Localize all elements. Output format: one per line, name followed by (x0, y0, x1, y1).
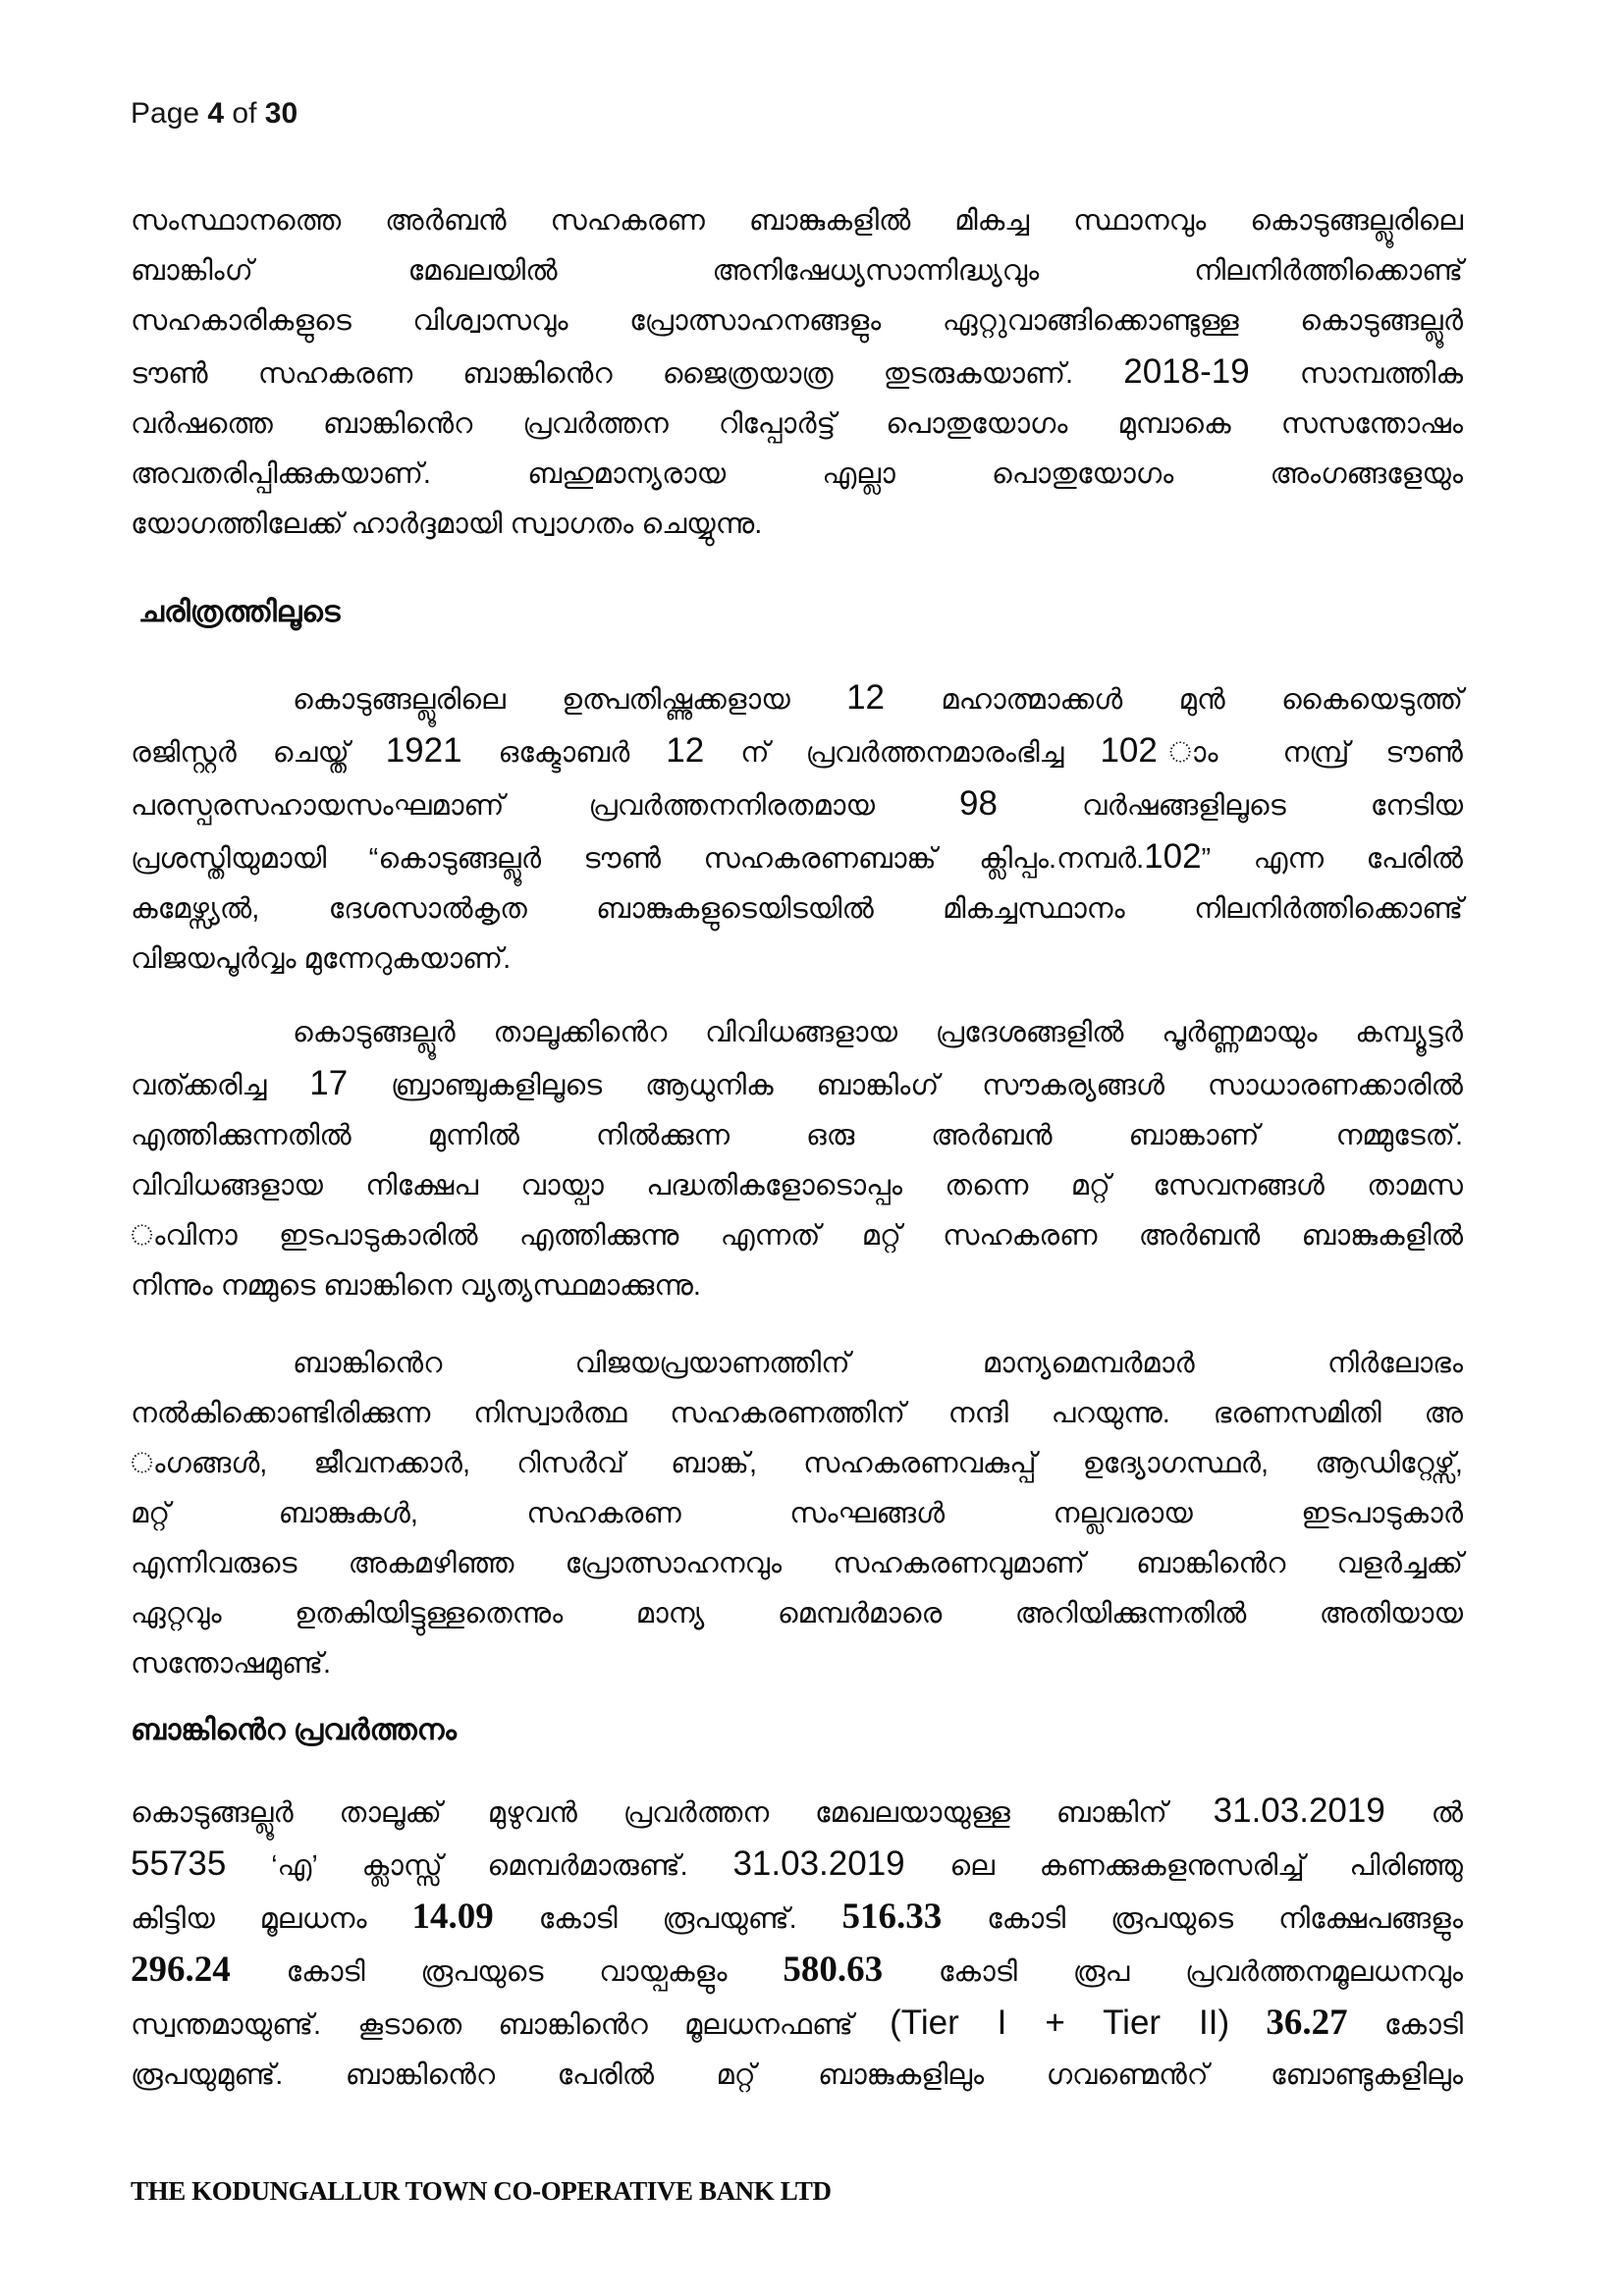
malayalam-text: ടൗൺ സഹകരണ ബാങ്കിൻെറ ജൈത്രയാത്ര തുടരുകയാണ്. (131, 358, 1124, 390)
text-line (131, 246, 1463, 296)
malayalam-text: ാം നമ്പ്ര് ടൗൺ (1157, 737, 1463, 769)
malayalam-text: കൊടുങ്ങല്ലൂരിലെ ഉത്പതിഷ്ണുക്കളായ (293, 684, 847, 716)
text-line (131, 1639, 1463, 1689)
text-line (131, 778, 1463, 831)
malayalam-text: യോഗത്തിലേക്ക് ഹാർദ്ദമായി സ്വാഗതം ചെയ്യുന്നു. (131, 508, 763, 540)
bold-figure: 36.27 (1266, 2002, 1348, 2043)
text-line (131, 831, 1463, 884)
malayalam-text: കമേഴ്സ്യൽ, ദേശസാൽകൃത ബാങ്കുകളുടെയിടയിൽ മികച്ചസ്ഥാനം നിലനിർത്തിക്കൊണ്ട് (131, 893, 1463, 925)
malayalam-text: ” എന്ന പേരിൽ (1201, 843, 1463, 875)
malayalam-text: മറ്റ് ബാങ്കുകൾ, സഹകരണ സംഘങ്ങൾ നല്ലവരായ ഇടപാടുകാർ (131, 1498, 1463, 1529)
text-line (131, 196, 1463, 246)
text-line (131, 1892, 1463, 1945)
malayalam-text: എത്തിക്കുന്നതിൽ മുന്നിൽ നിൽക്കുന്ന ഒരു അർബൻ ബാങ്കാണ് നമ്മുടേത്. (131, 1120, 1463, 1151)
latin-number-text: 102 (1100, 731, 1158, 770)
latin-number-text: 2018-19 (1123, 352, 1250, 391)
malayalam-text: കൊടുങ്ങല്ലൂർ താലൂക്ക് മുഴുവൻ പ്രവർത്തന മേഖലയായുള്ള ബാങ്കിന് (131, 1797, 1214, 1829)
section-heading-history: ചരിത്രത്തിലൂടെ (138, 596, 341, 628)
malayalam-text: കോടി (1347, 2009, 1463, 2041)
malayalam-text (1229, 2009, 1266, 2041)
bold-figure: 296.24 (131, 1949, 231, 1990)
text-line (131, 1261, 1463, 1311)
section-heading-operations: ബാങ്കിൻെറ പ്രവർത്തനം (131, 1714, 458, 1746)
document-footer: THE KODUNGALLUR TOWN CO-OPERATIVE BANK LTD (131, 2176, 832, 2206)
malayalam-text: ൽ (1384, 1797, 1463, 1829)
text-line (131, 347, 1463, 400)
malayalam-text: വർഷങ്ങളിലൂടെ നേടിയ (997, 790, 1463, 822)
latin-number-text: 12 (666, 731, 705, 770)
malayalam-text: പ്രശസ്തിയുമായി “കൊടുങ്ങല്ലൂർ ടൗൺ സഹകരണബാങ്ക് ക്ലിപ്പം.നമ്പർ. (131, 843, 1145, 875)
malayalam-text: രൂപയുമുണ്ട്. ബാങ്കിൻെറ പേരിൽ മറ്റ് ബാങ്കുകളിലും ഗവണ്മെൻറ് ബോണ്ടുകളിലും (131, 2059, 1463, 2091)
malayalam-text: ന് പ്രവർത്തനമാരംഭിച്ച (704, 737, 1101, 769)
text-line (131, 1008, 1463, 1058)
malayalam-text: ഏറ്റവും ഉതകിയിട്ടുള്ളതെന്നും മാന്യ മെമ്പർമാരെ അറിയിക്കുന്നതിൽ അതിയായ (131, 1598, 1463, 1629)
malayalam-text: ംഗങ്ങൾ, ജീവനക്കാർ, റിസർവ് ബാങ്ക്, സഹകരണവകുപ്പ് ഉദ്യോഗസ്ഥർ, ആഡിറ്റേഴ്സ്, (131, 1448, 1463, 1479)
page-header-of: of (224, 97, 265, 130)
text-line (131, 1111, 1463, 1161)
malayalam-text: കിട്ടിയ മൂലധനം (131, 1903, 412, 1935)
malayalam-text: സാമ്പത്തിക (1249, 358, 1464, 390)
text-line (131, 1839, 1463, 1892)
paragraph-intro (131, 196, 1463, 550)
paragraph-history (131, 672, 1463, 985)
malayalam-text: കോടി രൂപയുടെ നിക്ഷേപങ്ങളും (942, 1903, 1463, 1935)
bold-figure: 14.09 (411, 1896, 494, 1937)
text-line (131, 672, 1463, 725)
malayalam-text: സഹകാരികളുടെ വിശ്വാസവും പ്രോത്സാഹനങ്ങളും ഏറ്റുവാങ്ങിക്കൊണ്ടുള്ള കൊടുങ്ങല്ലൂർ (131, 305, 1463, 337)
text-line (131, 2051, 1463, 2101)
page-header (131, 0, 1463, 130)
latin-number-text: 17 (309, 1064, 349, 1102)
malayalam-text: മഹാത്മാക്കൾ മുൻ കൈയെടുത്ത് (885, 684, 1463, 716)
malayalam-text: ംവിനാ ഇടപാടുകാരിൽ എത്തിക്കുന്നു എന്നത് മറ്റ് സഹകരണ അർബൻ ബാങ്കുകളിൽ (131, 1220, 1463, 1252)
malayalam-text: ബാങ്കിൻെറ വിജയപ്രയാണത്തിന് മാന്യമെമ്പർമാർ നിർലോഭം (293, 1348, 1463, 1379)
malayalam-text: വത്ക്കരിച്ച (131, 1070, 310, 1101)
page-total: 30 (264, 97, 298, 130)
malayalam-text: സന്തോഷമുണ്ട്. (131, 1648, 332, 1680)
page-number: 4 (207, 97, 225, 130)
malayalam-text: നിന്നും നമ്മുടെ ബാങ്കിനെ വ്യത്യസ്ഥമാക്കുന്നു. (131, 1270, 701, 1302)
malayalam-text: നൽകിക്കൊണ്ടിരിക്കുന്ന നിസ്വാർത്ഥ സഹകരണത്തിന് നന്ദി പറയുന്നു. ഭരണസമിതി അ (131, 1398, 1463, 1429)
malayalam-text: ബാങ്കിംഗ് മേഖലയിൽ അനിഷേധ്യസാന്നിദ്ധ്യവും നിലനിർത്തിക്കൊണ്ട് (131, 255, 1463, 287)
malayalam-text: ബ്രാഞ്ചുകളിലൂടെ ആധുനിക ബാങ്കിംഗ് സൗകര്യങ്ങൾ സാധാരണക്കാരിൽ (348, 1070, 1463, 1101)
latin-number-text: 98 (959, 784, 998, 823)
malayalam-text: ലെ കണക്കുകളനുസരിച്ച് പിരിഞ്ഞു (904, 1850, 1463, 1882)
text-line (131, 296, 1463, 347)
bold-figure: 516.33 (841, 1896, 943, 1937)
bold-figure: 580.63 (783, 1949, 884, 1990)
text-line (131, 1786, 1463, 1839)
malayalam-text: ഒക്ടോബർ (461, 737, 667, 769)
paragraph-thanks (131, 1339, 1463, 1689)
malayalam-text: കൊടുങ്ങല്ലൂർ താലൂക്കിൻെറ വിവിധങ്ങളായ പ്രദേശങ്ങളിൽ പൂർണ്ണമായും കമ്പ്യൂട്ടർ (293, 1017, 1463, 1048)
text-line (131, 1589, 1463, 1639)
malayalam-text: അവതരിപ്പിക്കുകയാണ്. ബഹുമാന്യരായ എല്ലാ പൊതുയോഗം അംഗങ്ങളേയും (131, 458, 1463, 490)
text-line (131, 500, 1463, 550)
latin-number-text: 102 (1144, 837, 1202, 876)
text-line (131, 934, 1463, 985)
text-line (131, 1489, 1463, 1539)
paragraph-branches (131, 1008, 1463, 1311)
page-header-prefix: Page (131, 97, 208, 130)
text-line (131, 1998, 1463, 2051)
text-line (131, 1389, 1463, 1439)
text-line (131, 400, 1463, 450)
paragraph-operations (131, 1786, 1463, 2101)
malayalam-text: പരസ്പരസഹായസംഘമാണ് പ്രവർത്തനനിരതമായ (131, 790, 960, 822)
latin-number-text: 31.03.2019 (732, 1844, 905, 1883)
text-line (131, 725, 1463, 778)
malayalam-text: സംസ്ഥാനത്തെ അർബൻ സഹകരണ ബാങ്കുകളിൽ മികച്ച സ്ഥാനവും കൊടുങ്ങല്ലൂരിലെ (131, 205, 1463, 237)
malayalam-text: കോടി രൂപയുടെ വായ്പകളും (230, 1956, 784, 1988)
text-line (131, 1945, 1463, 1998)
latin-number-text: (Tier I + Tier II) (890, 2003, 1230, 2042)
latin-number-text: 31.03.2019 (1213, 1791, 1385, 1830)
latin-number-text: 55735 (131, 1844, 227, 1883)
malayalam-text: രജിസ്റ്റർ ചെയ്ത് (131, 737, 386, 769)
malayalam-text: വർഷത്തെ ബാങ്കിൻെറ പ്രവർത്തന റിപ്പോർട്ട് പൊതുയോഗം മുമ്പാകെ സസന്തോഷം (131, 408, 1463, 440)
text-line (131, 1211, 1463, 1261)
text-line (131, 450, 1463, 500)
latin-number-text: 12 (846, 678, 886, 717)
malayalam-text: വിവിധങ്ങളായ നിക്ഷേപ വായ്പാ പദ്ധതികളോടൊപ്പം തന്നെ മറ്റ് സേവനങ്ങൾ താമസ (131, 1170, 1463, 1201)
text-line (131, 884, 1463, 934)
text-line (131, 1161, 1463, 1211)
latin-number-text: 1921 (385, 731, 462, 770)
text-line (131, 1339, 1463, 1389)
malayalam-text: ‘എ’ ക്ലാസ്സ് മെമ്പർമാരുണ്ട്. (226, 1850, 733, 1882)
text-line (131, 1058, 1463, 1111)
text-line (131, 1539, 1463, 1589)
malayalam-text: എന്നിവരുടെ അകമഴിഞ്ഞ പ്രോത്സാഹനവും സഹകരണവുമാണ് ബാങ്കിൻെറ വളർച്ചക്ക് (131, 1548, 1463, 1579)
malayalam-text: വിജയപൂർവ്വം മുന്നേറുകയാണ്. (131, 943, 512, 975)
text-line (131, 1439, 1463, 1489)
malayalam-text: സ്വന്തമായുണ്ട്. കൂടാതെ ബാങ്കിൻെറ മൂലധനഫണ്ട് (131, 2009, 891, 2041)
malayalam-text: കോടി രൂപയുണ്ട്. (493, 1903, 842, 1935)
malayalam-text: കോടി രൂപ പ്രവർത്തനമൂലധനവും (883, 1956, 1463, 1988)
